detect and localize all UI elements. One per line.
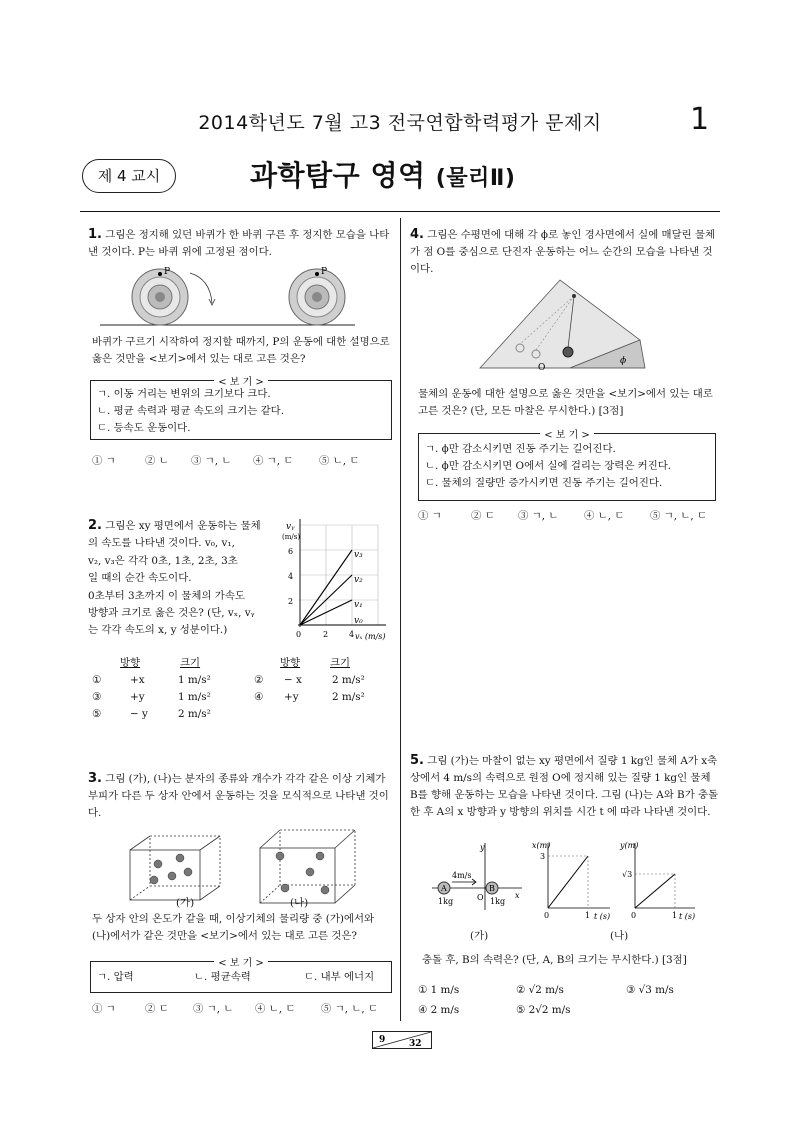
question-prompt: 바퀴가 구르기 시작하여 정지할 때까지, P의 운동에 대한 설명으로 옳은 것만을 <보기>에서 있는 대로 고른 것은? xyxy=(92,336,390,365)
graph-y-tick: 3 xyxy=(540,852,546,861)
exam-title: 2014학년도 7월 고3 전국연합학력평가 문제지 xyxy=(198,112,602,134)
pendulum-incline-figure xyxy=(470,278,670,378)
label-phi: ϕ xyxy=(620,356,627,366)
graph-x-tick: 1 xyxy=(672,911,678,920)
choice-magnitude: 2 m/s² xyxy=(332,691,365,703)
question-text: 의 속도를 나타낸 것이다. v₀, v₁, xyxy=(88,537,235,550)
choice-magnitude: 1 m/s² xyxy=(178,691,211,703)
choice-direction: +y xyxy=(130,691,145,703)
y-tick: 2 xyxy=(288,597,294,606)
figure-label: (나) xyxy=(290,897,309,909)
bogi-item: ㄴ. 평균속력 xyxy=(194,971,251,983)
velocity-graph xyxy=(282,515,397,645)
question-text: 그림 (가)는 마찰이 없는 xy 평면에서 질량 1 kg인 물체 A가 x축 상에서 4 m/s의 속력으로 원점 O에 정지해 있는 질량 1 kg인 물체 B를 향해 운동하는 모습을 나타낸 것이다. 그림 (나)는 A와 B가 충돌한 후 A의 x 방향과 y 방향의 위치를 시간 t 에 따라 나타낸 것이다. xyxy=(410,755,719,818)
label-a: A xyxy=(441,884,447,893)
choice[interactable]: ④ ㄴ, ㄷ xyxy=(584,510,625,522)
figure-label: (가) xyxy=(176,897,195,909)
bogi-box xyxy=(90,958,392,993)
choice[interactable]: ① ㄱ xyxy=(418,510,442,522)
x-axis-label: vₓ (m/s) xyxy=(355,632,386,641)
y-axis-label: vᵧ xyxy=(286,522,295,532)
x-position-graph xyxy=(532,841,610,921)
answer-choices xyxy=(92,1000,397,1015)
choice[interactable]: ② √2 m/s xyxy=(516,984,564,996)
col-header-magnitude: 크기 xyxy=(330,657,351,669)
graph-x-tick: 1 xyxy=(585,911,591,920)
choice-direction: − y xyxy=(130,708,148,720)
choice-number[interactable]: ③ xyxy=(92,691,102,703)
choice[interactable]: ④ 2 m/s xyxy=(418,1004,460,1016)
subject-name: 과학탐구 영역 xyxy=(250,159,426,192)
subject-title xyxy=(250,154,515,194)
choice[interactable]: ③ ㄱ, ㄴ xyxy=(193,1003,234,1015)
graph-y-label: y(m) xyxy=(620,841,639,850)
x-tick: 0 xyxy=(296,630,302,639)
label-o: O xyxy=(538,363,546,373)
question-prompt: 두 상자 안의 온도가 같을 때, 이상기체의 물리량 중 (가)에서와 (나)에서가 같은 것만을 <보기>에서 있는 대로 고른 것은? xyxy=(92,913,375,942)
choice[interactable]: ③ ㄱ, ㄴ xyxy=(518,510,559,522)
choice[interactable]: ① ㄱ xyxy=(92,455,116,467)
question-text: v₂, v₃은 각각 0초, 1초, 2초, 3초 xyxy=(88,554,238,567)
col-header-direction: 방향 xyxy=(120,657,141,669)
vector-label: v₁ xyxy=(354,600,363,610)
bogi-item: ㄱ. 압력 xyxy=(97,971,134,983)
question-text: 는 각각 속도의 x, y 성분이다.) xyxy=(88,624,228,637)
wheel-end xyxy=(289,269,345,325)
question-text: 그림은 xy 평면에서 운동하는 물체 xyxy=(105,520,261,532)
choice[interactable]: ⑤ ㄱ, ㄴ, ㄷ xyxy=(650,510,708,522)
choice-direction: +y xyxy=(284,691,299,703)
bogi-item: ㄴ. ϕ만 감소시키면 O에서 실에 걸리는 장력은 커진다. xyxy=(425,460,672,472)
graph-x-label: t (s) xyxy=(679,912,696,921)
question-number: 4. xyxy=(410,227,424,242)
choice-number[interactable]: ② xyxy=(254,674,264,686)
wheel-start xyxy=(132,269,188,325)
current-page: 9 xyxy=(379,1035,386,1045)
x-tick: 2 xyxy=(323,630,329,639)
answer-choices xyxy=(92,452,392,467)
answer-choices xyxy=(92,655,392,723)
choice-magnitude: 2 m/s² xyxy=(332,674,365,686)
answer-choices xyxy=(418,980,718,1020)
question-number: 3. xyxy=(88,771,102,786)
choice[interactable]: ② ㄷ xyxy=(145,1003,169,1015)
point-p-label: P xyxy=(321,267,328,277)
choice-magnitude: 1 m/s² xyxy=(178,674,211,686)
speed-label: 4m/s xyxy=(452,871,472,880)
mass-b-label: 1kg xyxy=(490,897,506,906)
figure-label: (가) xyxy=(470,930,489,942)
graph-x-label: t (s) xyxy=(594,912,611,921)
box-ga xyxy=(130,836,220,900)
origin-label: O xyxy=(477,893,484,902)
question-4 xyxy=(410,226,718,278)
mass-a-label: 1kg xyxy=(438,897,454,906)
choice[interactable]: ② ㄷ xyxy=(471,510,495,522)
graph-x-tick: 0 xyxy=(631,911,637,920)
choice[interactable]: ⑤ ㄱ, ㄴ, ㄷ xyxy=(321,1003,379,1015)
pendulum-bob xyxy=(563,347,573,357)
question-2 xyxy=(88,517,288,640)
question-prompt: 충돌 후, B의 속력은? (단, A, B의 크기는 무시한다.) [3점] xyxy=(422,954,687,966)
choice[interactable]: ① ㄱ xyxy=(92,1003,116,1015)
question-number: 2. xyxy=(88,518,102,533)
figure-label: (나) xyxy=(610,930,629,942)
collision-diagram xyxy=(432,843,522,910)
x-axis-label: x xyxy=(515,891,520,900)
vector-label: v₃ xyxy=(354,550,363,560)
page-number: 1 xyxy=(690,102,710,137)
answer-choices xyxy=(418,507,718,522)
question-1 xyxy=(88,226,393,261)
question-number: 5. xyxy=(410,753,424,768)
page-indicator xyxy=(372,1031,432,1049)
y-tick: 4 xyxy=(288,572,294,581)
col-header-direction: 방향 xyxy=(280,657,301,669)
choice-number[interactable]: ④ xyxy=(254,691,264,703)
bogi-item: ㄷ. 물체의 질량만 증가시키면 진동 주기는 길어진다. xyxy=(425,477,663,489)
vector-label: v₂ xyxy=(354,575,363,585)
y-axis-label: y xyxy=(480,843,485,852)
x-tick: 4 xyxy=(349,630,355,639)
choice-direction: +x xyxy=(130,674,145,686)
bogi-item: ㄱ. 이동 거리는 변위의 크기보다 크다. xyxy=(97,388,271,400)
box-na xyxy=(260,830,355,903)
bogi-item: ㄴ. 평균 속력과 평균 속도의 크기는 같다. xyxy=(97,405,285,417)
bogi-box xyxy=(90,377,392,440)
bogi-box xyxy=(418,430,716,501)
choice[interactable]: ② ㄴ xyxy=(145,455,169,467)
bogi-title: < 보 기 > xyxy=(214,958,268,969)
question-text: 일 때의 순간 속도이다. xyxy=(88,572,192,585)
choice-number[interactable]: ① xyxy=(92,674,102,686)
choice[interactable]: ⑤ ㄴ, ㄷ xyxy=(319,455,360,467)
y-position-graph xyxy=(619,841,695,921)
question-3 xyxy=(88,770,393,822)
label-b: B xyxy=(489,884,495,893)
period-badge: 제 4 교시 xyxy=(82,159,176,193)
y-tick: 6 xyxy=(288,547,294,556)
choice-direction: − x xyxy=(284,674,302,686)
total-pages: 32 xyxy=(409,1039,422,1048)
col-header-magnitude: 크기 xyxy=(180,657,201,669)
rotation-arrow-icon xyxy=(190,273,212,303)
question-number: 1. xyxy=(88,227,102,242)
collision-figure xyxy=(430,838,700,928)
choice[interactable]: ④ ㄱ, ㄷ xyxy=(253,455,294,467)
choice[interactable]: ① 1 m/s xyxy=(418,984,460,996)
choice-number[interactable]: ⑤ xyxy=(92,708,102,720)
question-text: 그림 (가), (나)는 분자의 종류와 개수가 각각 같은 이상 기체가 부피가 다른 두 상자 안에서 운동하는 것을 모식적으로 나타낸 것이다. xyxy=(88,773,389,819)
choice[interactable]: ③ √3 m/s xyxy=(626,984,674,996)
vector-label: v₀ xyxy=(354,616,363,626)
bogi-item: ㄷ. 내부 에너지 xyxy=(304,971,375,983)
question-prompt: 물체의 운동에 대한 설명으로 옳은 것만을 <보기>에서 있는 대로 고른 것은? (단, 모든 마찰은 무시한다.) [3점] xyxy=(418,388,713,417)
bogi-title: < 보 기 > xyxy=(214,377,268,388)
header-rule xyxy=(80,211,720,212)
question-text: 그림은 정지해 있던 바퀴가 한 바퀴 구른 후 정지한 모습을 나타낸 것이다. P는 바퀴 위에 고정된 점이다. xyxy=(88,229,390,258)
question-5 xyxy=(410,752,720,821)
point-p-label: P xyxy=(164,267,171,277)
subject-sub: (물리Ⅱ) xyxy=(435,166,516,191)
gas-box-figure xyxy=(120,828,360,908)
choice[interactable]: ④ ㄴ, ㄷ xyxy=(255,1003,296,1015)
question-text: 그림은 수평면에 대해 각 ϕ로 놓인 경사면에서 실에 매달린 물체가 점 O를 중심으로 단진자 운동하는 어느 순간의 모습을 나타낸 것이다. xyxy=(410,229,716,275)
choice[interactable]: ③ ㄱ, ㄴ xyxy=(191,455,232,467)
choice-magnitude: 2 m/s² xyxy=(178,708,211,720)
question-text: 방향과 크기로 옳은 것은? (단, vₓ, vᵧ xyxy=(88,607,255,620)
bogi-item: ㄱ. ϕ만 감소시키면 진동 주기는 길어진다. xyxy=(425,443,616,455)
y-axis-unit: (m/s) xyxy=(282,533,301,541)
choice[interactable]: ⑤ 2√2 m/s xyxy=(516,1004,571,1016)
question-text: 0초부터 3초까지 이 물체의 가속도 xyxy=(88,589,245,602)
graph-x-tick: 0 xyxy=(544,911,550,920)
bogi-item: ㄷ. 등속도 운동이다. xyxy=(97,422,191,434)
bogi-title: < 보 기 > xyxy=(540,430,594,441)
graph-y-tick: √3 xyxy=(622,870,633,879)
graph-y-label: x(m) xyxy=(532,841,551,850)
column-divider xyxy=(400,218,401,1021)
wheel-figure xyxy=(100,265,360,330)
